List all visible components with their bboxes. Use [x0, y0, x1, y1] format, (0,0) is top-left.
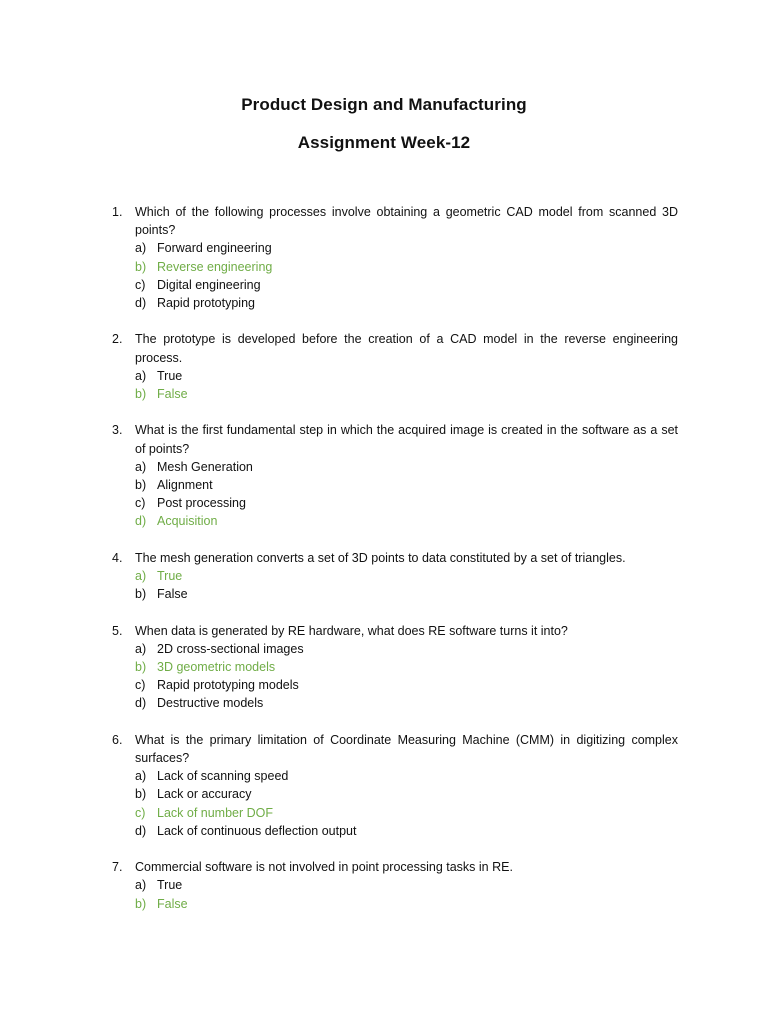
- option-list: [135, 767, 678, 840]
- question-4: [112, 549, 678, 604]
- question-row: [112, 203, 678, 239]
- question-row: [112, 731, 678, 767]
- question-number: 7.: [112, 860, 123, 875]
- question-7: [112, 858, 678, 913]
- option-correct-answer: [135, 385, 678, 403]
- option: [135, 876, 678, 894]
- option-text: True: [157, 878, 183, 893]
- option-list: [135, 640, 678, 713]
- question-row: [112, 622, 678, 640]
- question-row: [112, 549, 678, 567]
- question-text: What is the first fundamental step in which the acquired image is created in the software as a set of points?: [135, 423, 678, 456]
- option: [135, 476, 678, 494]
- option-letter: a): [135, 769, 147, 784]
- option-letter: a): [135, 569, 147, 584]
- question-text: Which of the following processes involve obtaining a geometric CAD model from scanned 3D points?: [135, 205, 678, 238]
- option-letter: a): [135, 241, 147, 256]
- option-correct-answer: [135, 512, 678, 530]
- option-text: Rapid prototyping models: [157, 678, 299, 693]
- option: [135, 239, 678, 257]
- question-number: 1.: [112, 205, 123, 219]
- question-number: 4.: [112, 550, 123, 565]
- document-subtitle: Assignment Week-12: [297, 133, 471, 152]
- option-text: 3D geometric models: [157, 660, 276, 675]
- option-text: Alignment: [157, 478, 213, 493]
- option-letter: a): [135, 368, 147, 383]
- option: [135, 494, 678, 512]
- option-text: Post processing: [157, 496, 246, 511]
- question-text: The mesh generation converts a set of 3D points to data constituted by a set of triangles.: [135, 550, 626, 565]
- question-number: 5.: [112, 623, 123, 638]
- option-text: Destructive models: [157, 696, 264, 711]
- document-title: Product Design and Manufacturing: [241, 95, 527, 114]
- option-text: False: [157, 387, 188, 402]
- option-letter: d): [135, 696, 147, 711]
- option-list: [135, 239, 678, 312]
- option-text: Digital engineering: [157, 277, 261, 292]
- option-letter: b): [135, 387, 147, 402]
- option-letter: c): [135, 805, 146, 820]
- option-letter: d): [135, 823, 147, 838]
- option-text: Lack or accuracy: [157, 787, 252, 802]
- question-6: [112, 731, 678, 840]
- option-list: [135, 458, 678, 531]
- option-text: Lack of number DOF: [157, 805, 274, 820]
- question-2: [112, 330, 678, 403]
- option-letter: a): [135, 641, 147, 656]
- option-letter: c): [135, 496, 146, 511]
- option: [135, 640, 678, 658]
- option-letter: b): [135, 787, 147, 802]
- option-text: True: [157, 569, 183, 584]
- question-text: What is the primary limitation of Coordinate Measuring Machine (CMM) in digitizing complex surfaces?: [135, 732, 678, 766]
- option-text: False: [157, 896, 188, 911]
- question-row: [112, 858, 678, 876]
- option-text: Lack of scanning speed: [157, 769, 289, 784]
- question-text: When data is generated by RE hardware, what does RE software turns it into?: [135, 623, 568, 638]
- option-letter: a): [135, 459, 147, 474]
- option: [135, 694, 678, 712]
- question-number: 2.: [112, 332, 123, 347]
- option-text: Rapid prototyping: [157, 296, 255, 311]
- option: [135, 676, 678, 694]
- option-text: True: [157, 368, 183, 383]
- option-list: [135, 567, 678, 603]
- option-correct-answer: [135, 658, 678, 676]
- option: [135, 458, 678, 476]
- option-letter: d): [135, 296, 147, 311]
- option-text: 2D cross-sectional images: [157, 641, 304, 656]
- option-text: Forward engineering: [157, 241, 272, 256]
- question-list: [112, 203, 678, 931]
- option: [135, 822, 678, 840]
- option-letter: b): [135, 478, 147, 493]
- question-3: [112, 421, 678, 530]
- question-number: 3.: [112, 423, 123, 438]
- option: [135, 585, 678, 603]
- option-text: Lack of continuous deflection output: [157, 823, 357, 838]
- option-list: [135, 876, 678, 912]
- option: [135, 367, 678, 385]
- option-letter: b): [135, 259, 147, 274]
- question-1: [112, 203, 678, 312]
- option-letter: b): [135, 587, 147, 602]
- question-row: [112, 421, 678, 457]
- option-letter: c): [135, 678, 146, 693]
- option-text: Mesh Generation: [157, 459, 253, 474]
- option-text: False: [157, 587, 188, 602]
- option-letter: d): [135, 514, 147, 529]
- option-text: Acquisition: [157, 514, 218, 529]
- option-correct-answer: [135, 258, 678, 276]
- option-letter: b): [135, 660, 147, 675]
- option-letter: a): [135, 878, 147, 893]
- question-5: [112, 622, 678, 713]
- option: [135, 767, 678, 785]
- option-list: [135, 367, 678, 403]
- option: [135, 785, 678, 803]
- option-letter: c): [135, 277, 146, 292]
- option: [135, 294, 678, 312]
- option-text: Reverse engineering: [157, 259, 273, 274]
- question-row: [112, 330, 678, 366]
- option: [135, 276, 678, 294]
- option-correct-answer: [135, 804, 678, 822]
- question-text: The prototype is developed before the creation of a CAD model in the reverse engineering process.: [135, 332, 678, 365]
- option-correct-answer: [135, 895, 678, 913]
- option-letter: b): [135, 896, 147, 911]
- option-correct-answer: [135, 567, 678, 585]
- question-number: 6.: [112, 732, 123, 747]
- question-text: Commercial software is not involved in point processing tasks in RE.: [135, 860, 513, 875]
